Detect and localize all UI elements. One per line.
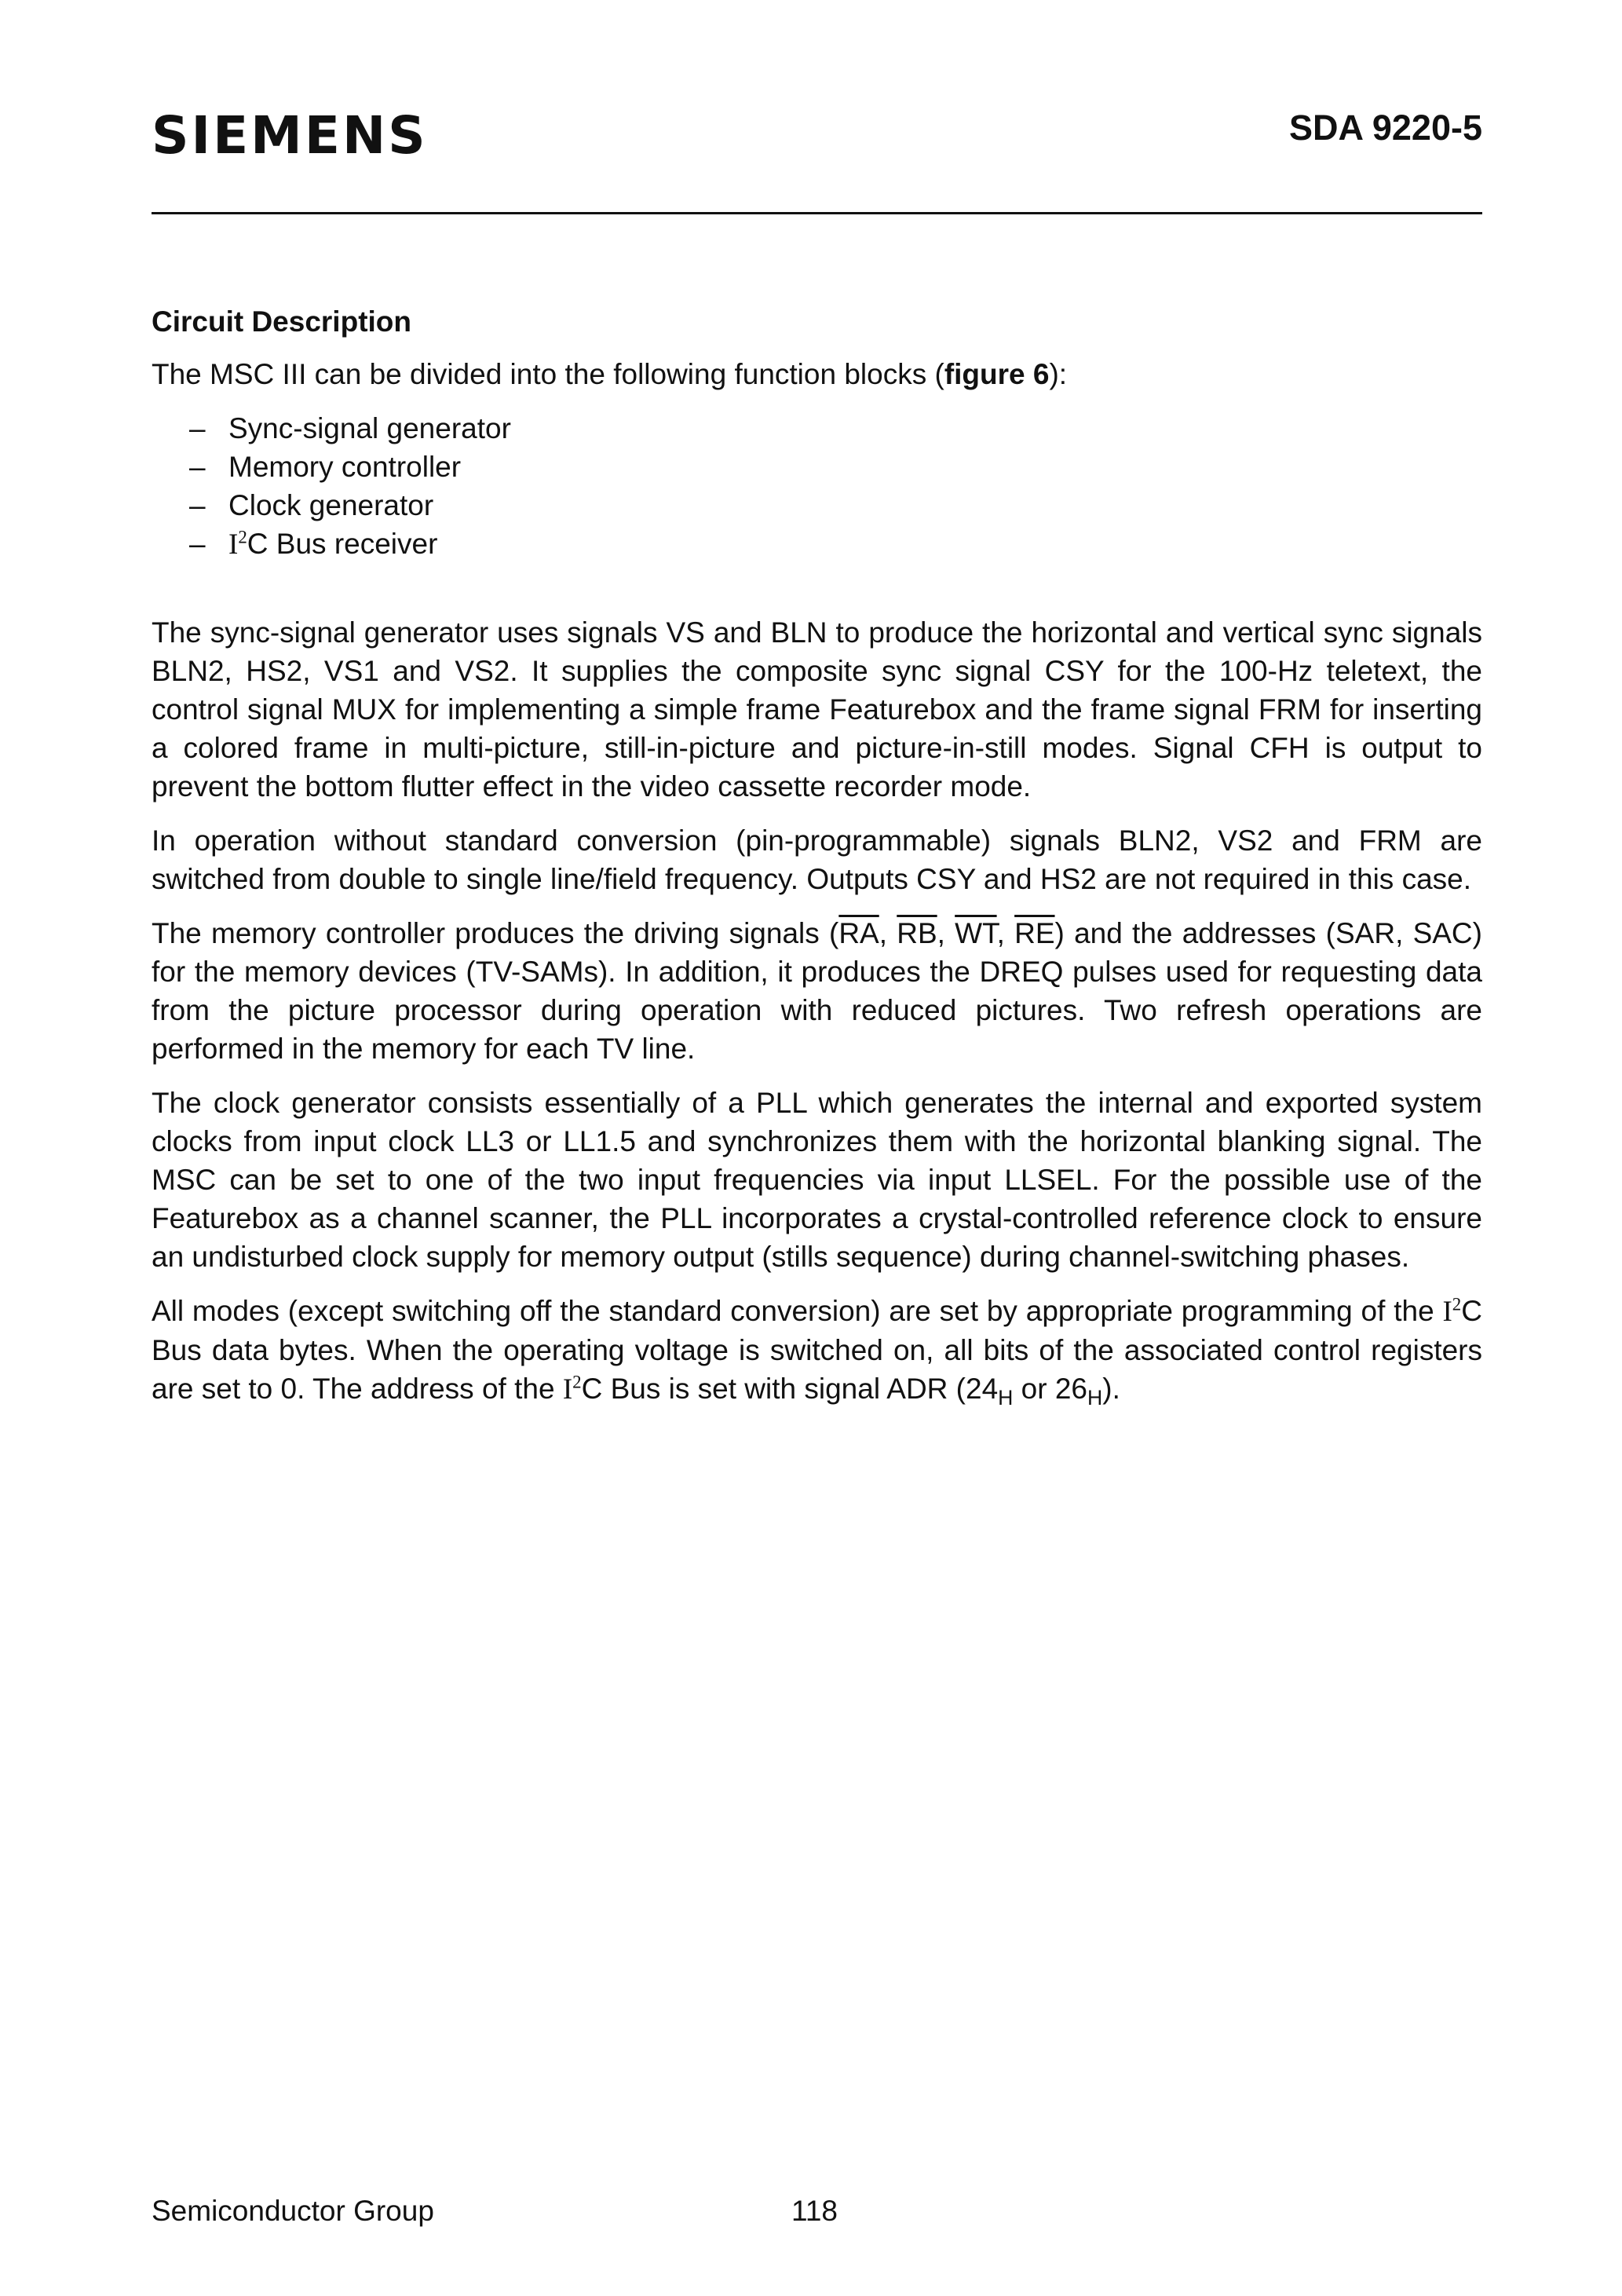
i2c-i: I — [562, 1373, 573, 1406]
intro-text: The MSC III can be divided into the following function blocks ( — [152, 358, 944, 390]
list-item-label: Memory controller — [228, 451, 462, 483]
document-code: SDA 9220-5 — [1289, 108, 1482, 148]
footer-company: Semiconductor Group — [152, 2195, 434, 2227]
p3-text-end: ) and the addresses (SAR, SAC) for the memory devices (TV-SAMs). In addition, it produces the DREQ pulses used for requesting data from the picture processor during operation with reduced pictures. Two refresh operations are performed in the memory for each TV line. — [152, 917, 1482, 1065]
separator: , — [937, 917, 955, 949]
list-item-label: C Bus receiver — [247, 528, 438, 560]
list-item-label: Clock generator — [228, 489, 434, 521]
list-item — [152, 448, 1482, 486]
signal-re: $\overline{RE}$ — [1014, 917, 1055, 949]
p5-text-a: All modes (except switching off the standard conversion) are set by appropriate programming of the — [152, 1295, 1443, 1327]
paragraph-programming — [152, 1292, 1482, 1409]
i2c-i: I — [228, 528, 239, 561]
separator: , — [879, 917, 897, 949]
bullet-dash: – — [189, 412, 206, 444]
list-item — [152, 486, 1482, 525]
figure-reference: figure 6 — [944, 358, 1050, 390]
paragraph-memory-controller — [152, 914, 1482, 1068]
p5-text-e: ). — [1102, 1373, 1120, 1405]
list-item-label: Sync-signal generator — [228, 412, 511, 444]
i2c-sup: 2 — [572, 1372, 582, 1392]
signal-ra: $\overline{RA}$ — [838, 917, 879, 949]
list-item — [152, 525, 1482, 564]
page-content — [152, 302, 1482, 1424]
paragraph-standard-conversion: In operation without standard conversion (pin-programmable) signals BLN2, VS2 and FRM are switched from double to single line/field frequency. Outputs CSY and HS2 are not required in this case. — [152, 824, 1482, 895]
paragraph-sync-generator: The sync-signal generator uses signals VS and BLN to produce the horizontal and vertical sync signals BLN2, HS2, VS1 and VS2. It supplies the composite sync signal CSY for the 100-Hz teletext, the control signal MUX for implementing a simple frame Featurebox and the frame signal FRM for inserting a colored frame in multi-picture, still-in-picture and picture-in-still modes. Signal CFH is output to prevent the bottom flutter effect in the video cassette recorder mode. — [152, 616, 1482, 803]
i2c-sup: 2 — [238, 527, 247, 547]
bullet-dash: – — [189, 489, 206, 521]
intro-text-end: ): — [1049, 358, 1068, 390]
function-block-list — [152, 409, 1482, 564]
paragraph-clock-generator: The clock generator consists essentially of a PLL which generates the internal and exported system clocks from input clock LL3 or LL1.5 and synchronizes them with the horizontal blanking signal. The MSC can be set to one of the two input frequencies via input LLSEL. For the possible use of the Featurebox as a channel scanner, the PLL incorporates a crystal-controlled reference clock to ensure an undisturbed clock supply for memory output (stills sequence) during channel-switching phases. — [152, 1087, 1482, 1273]
hex-subscript: H — [998, 1385, 1014, 1409]
list-item — [152, 409, 1482, 448]
intro-paragraph — [152, 355, 1482, 393]
i2c-i: I — [1442, 1296, 1452, 1328]
company-logo: SIEMENS — [152, 105, 428, 166]
section-title: Circuit Description — [152, 305, 411, 338]
page-number: 118 — [791, 2195, 838, 2227]
hex-subscript: H — [1087, 1385, 1103, 1409]
p5-text-b: C Bus data bytes. When the operating voltage is switched on, all bits of the associated control registers are set to 0. The address of the — [152, 1295, 1482, 1405]
i2c-sup: 2 — [1452, 1294, 1462, 1314]
bullet-dash: – — [189, 451, 206, 483]
bullet-dash: – — [189, 528, 206, 560]
separator: , — [996, 917, 1015, 949]
p5-text-c: C Bus is set with signal ADR (24 — [581, 1373, 999, 1405]
p3-text: The memory controller produces the driving signals ( — [152, 917, 839, 949]
signal-wt: $\overline{WT}$ — [955, 917, 997, 949]
header-divider — [152, 212, 1482, 214]
signal-rb: $\overline{RB}$ — [897, 917, 937, 949]
p5-text-d: or 26 — [1013, 1373, 1088, 1405]
